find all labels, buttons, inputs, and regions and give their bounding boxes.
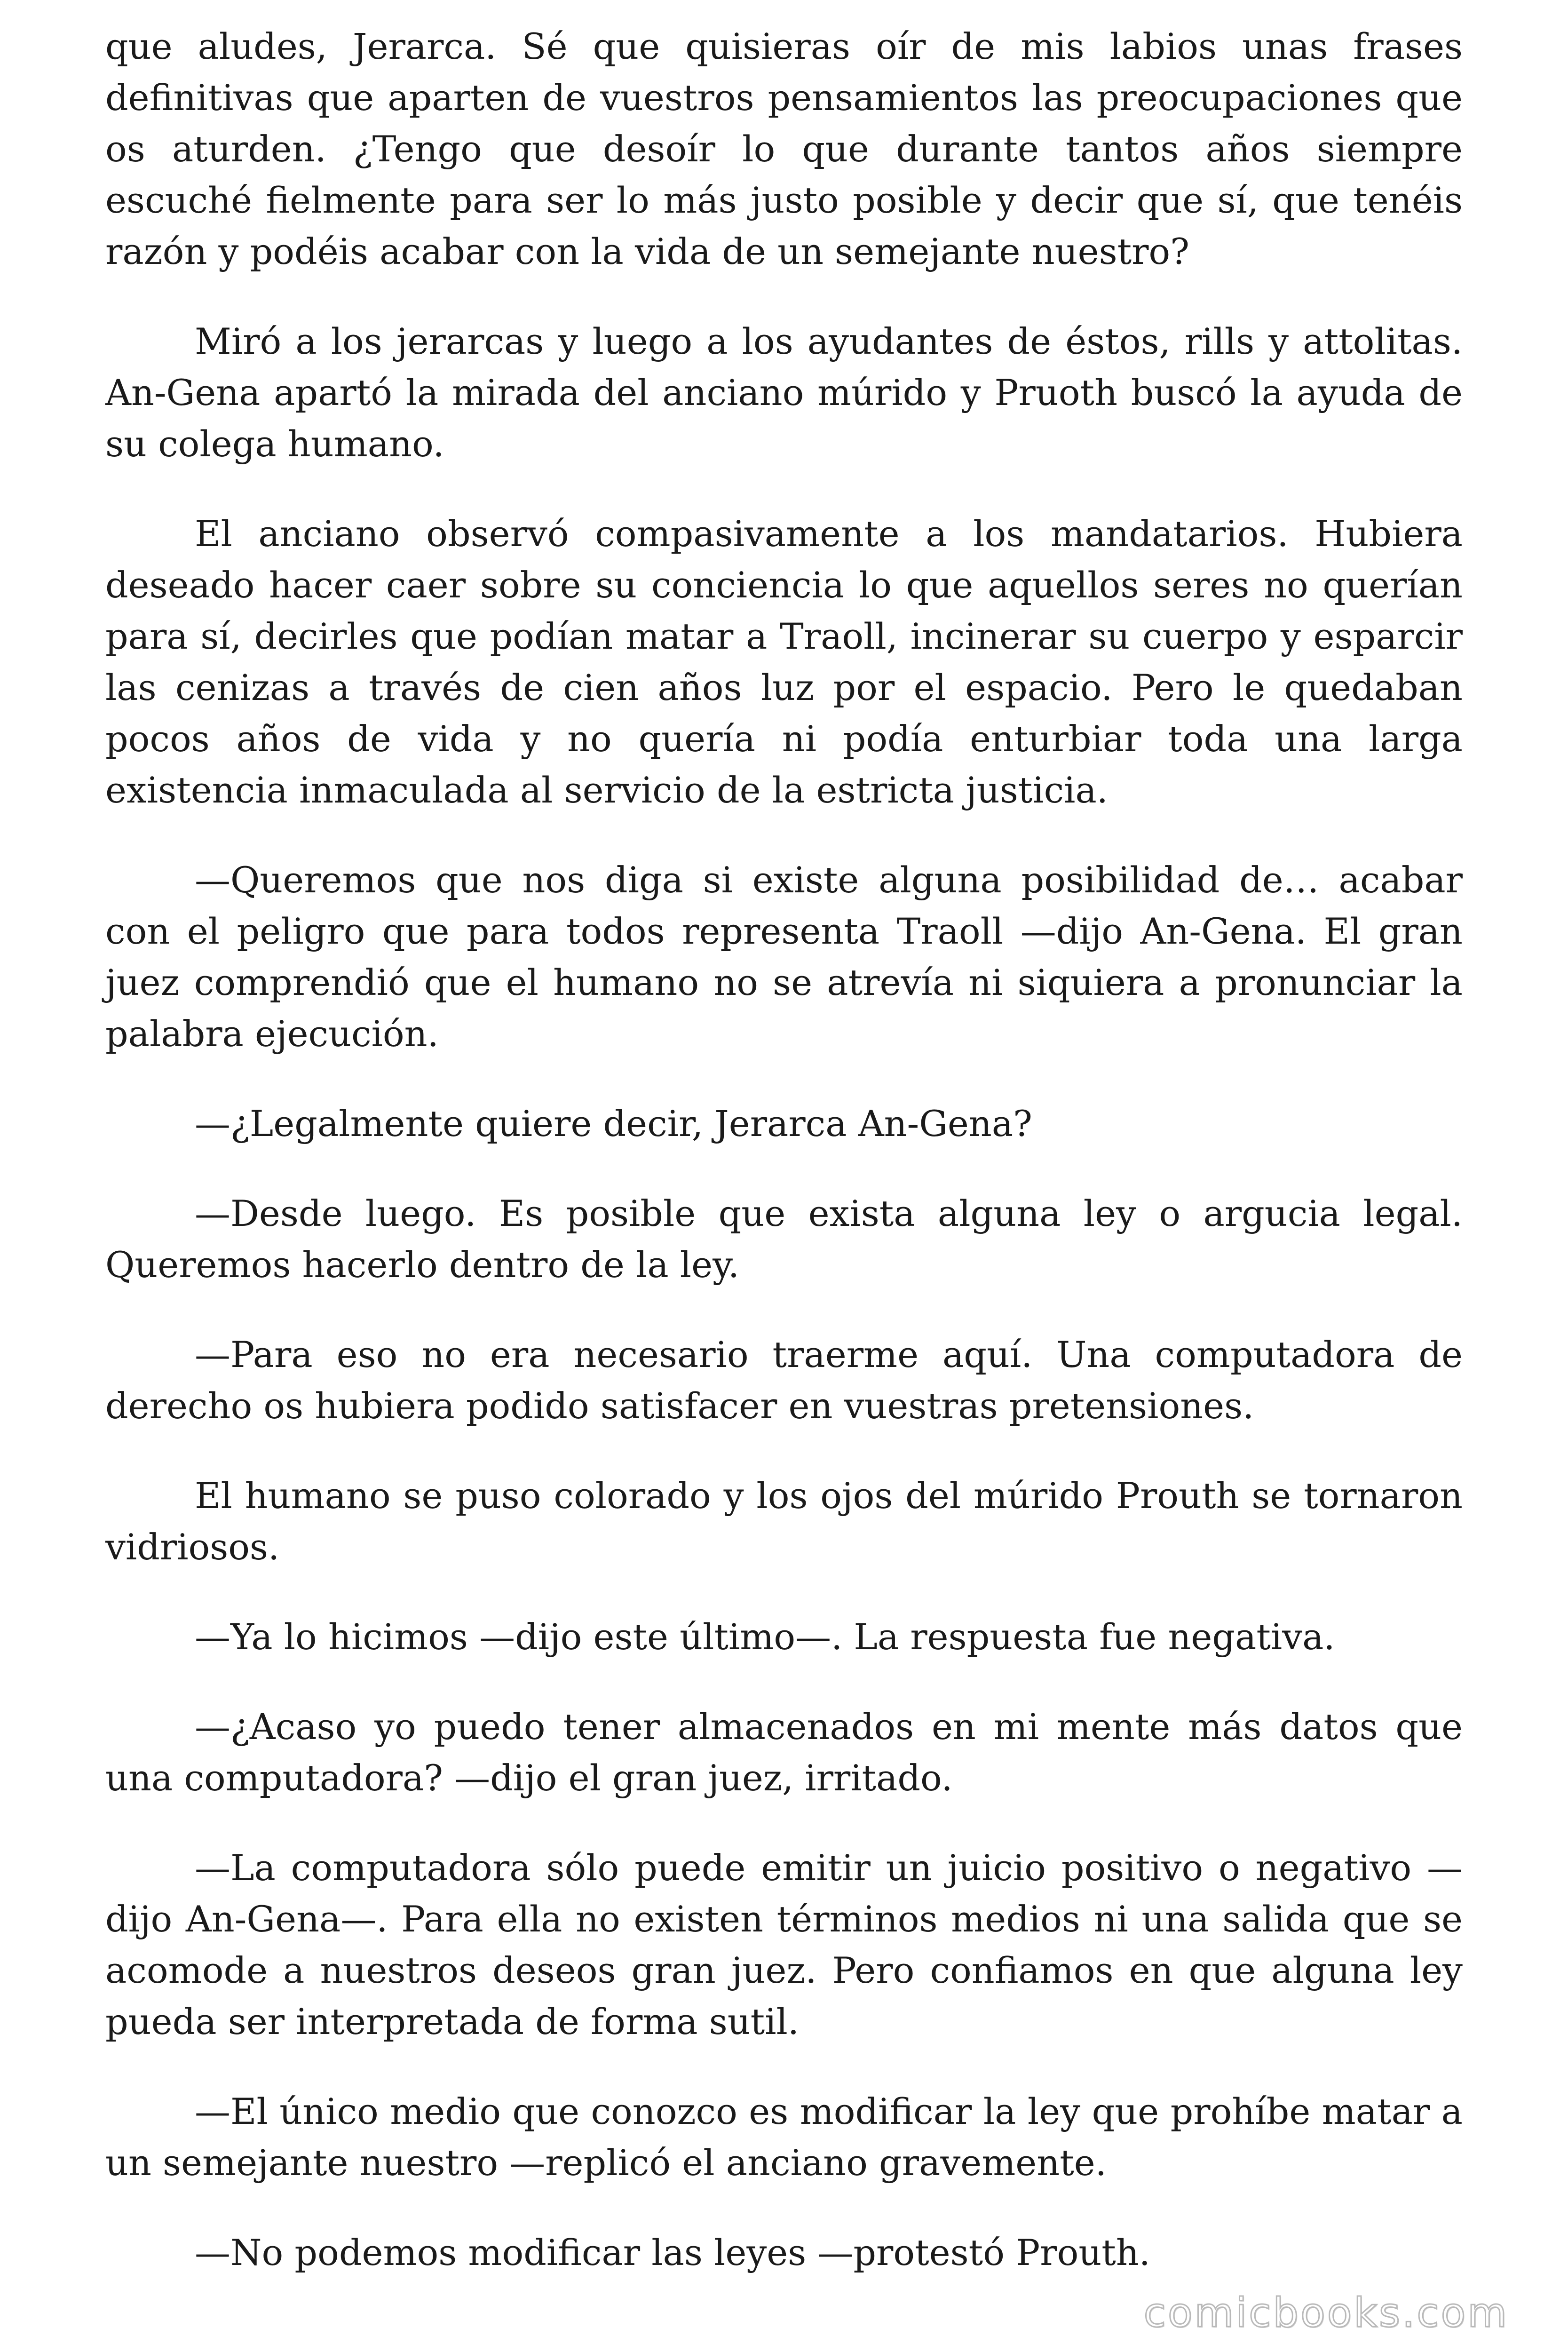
paragraph-11: —La computadora sólo puede emitir un juicio positivo o negativo —dijo An-Gena—. Para ella no existen términos medios ni una salida que se acomode a nuestros deseos gran juez. Pero confiamos en que alguna ley pueda ser interpretada de forma sutil. [105, 1847, 1463, 2042]
paragraph-4: —Queremos que nos diga si existe alguna posibilidad de… acabar con el peligro que para todos representa Traoll —dijo An-Gena. El gran juez comprendió que el humano no se atrevía ni siquiera a pronunciar la palabra ejecución. [105, 859, 1463, 1055]
paragraph-9: —Ya lo hicimos —dijo este último—. La respuesta fue negativa. [195, 1616, 1335, 1658]
page-text [105, 21, 1463, 2278]
paragraph-1: que aludes, Jerarca. Sé que quisieras oír de mis labios unas frases definitivas que aparten de vuestros pensamientos las preocupaciones que os aturden. ¿Tengo que desoír lo que durante tantos años siempre escuché fielmente para ser lo más justo posible y decir que sí, que tenéis razón y podéis acabar con la vida de un semejante nuestro? [105, 25, 1463, 272]
paragraph-5: —¿Legalmente quiere decir, Jerarca An-Gena? [195, 1103, 1032, 1144]
watermark-logo: comicbooks.com [1143, 2289, 1509, 2336]
paragraph-6: —Desde luego. Es posible que exista alguna ley o argucia legal. Queremos hacerlo dentro de la ley. [105, 1192, 1463, 1286]
paragraph-8: El humano se puso colorado y los ojos del múrido Prouth se tornaron vidriosos. [105, 1475, 1463, 1568]
paragraph-7: —Para eso no era necesario traerme aquí. Una computadora de derecho os hubiera podido satisfacer en vuestras pretensiones. [105, 1334, 1463, 1427]
paragraph-12: —El único medio que conozco es modificar la ley que prohíbe matar a un semejante nuestro —replicó el anciano gravemente. [105, 2090, 1463, 2184]
paragraph-13: —No podemos modificar las leyes —protestó Prouth. [195, 2232, 1150, 2273]
paragraph-3: El anciano observó compasivamente a los mandatarios. Hubiera deseado hacer caer sobre su conciencia lo que aquellos seres no querían para sí, decirles que podían matar a Traoll, incinerar su cuerpo y esparcir las cenizas a través de cien años luz por el espacio. Pero le quedaban pocos años de vida y no quería ni podía enturbiar toda una larga existencia inmaculada al servicio de la estricta justicia. [105, 513, 1463, 811]
paragraph-10: —¿Acaso yo puedo tener almacenados en mi mente más datos que una computadora? —dijo el gran juez, irritado. [105, 1706, 1463, 1799]
paragraph-2: Miró a los jerarcas y luego a los ayudantes de éstos, rills y attolitas. An-Gena apartó la mirada del anciano múrido y Pruoth buscó la ayuda de su colega humano. [105, 320, 1463, 465]
